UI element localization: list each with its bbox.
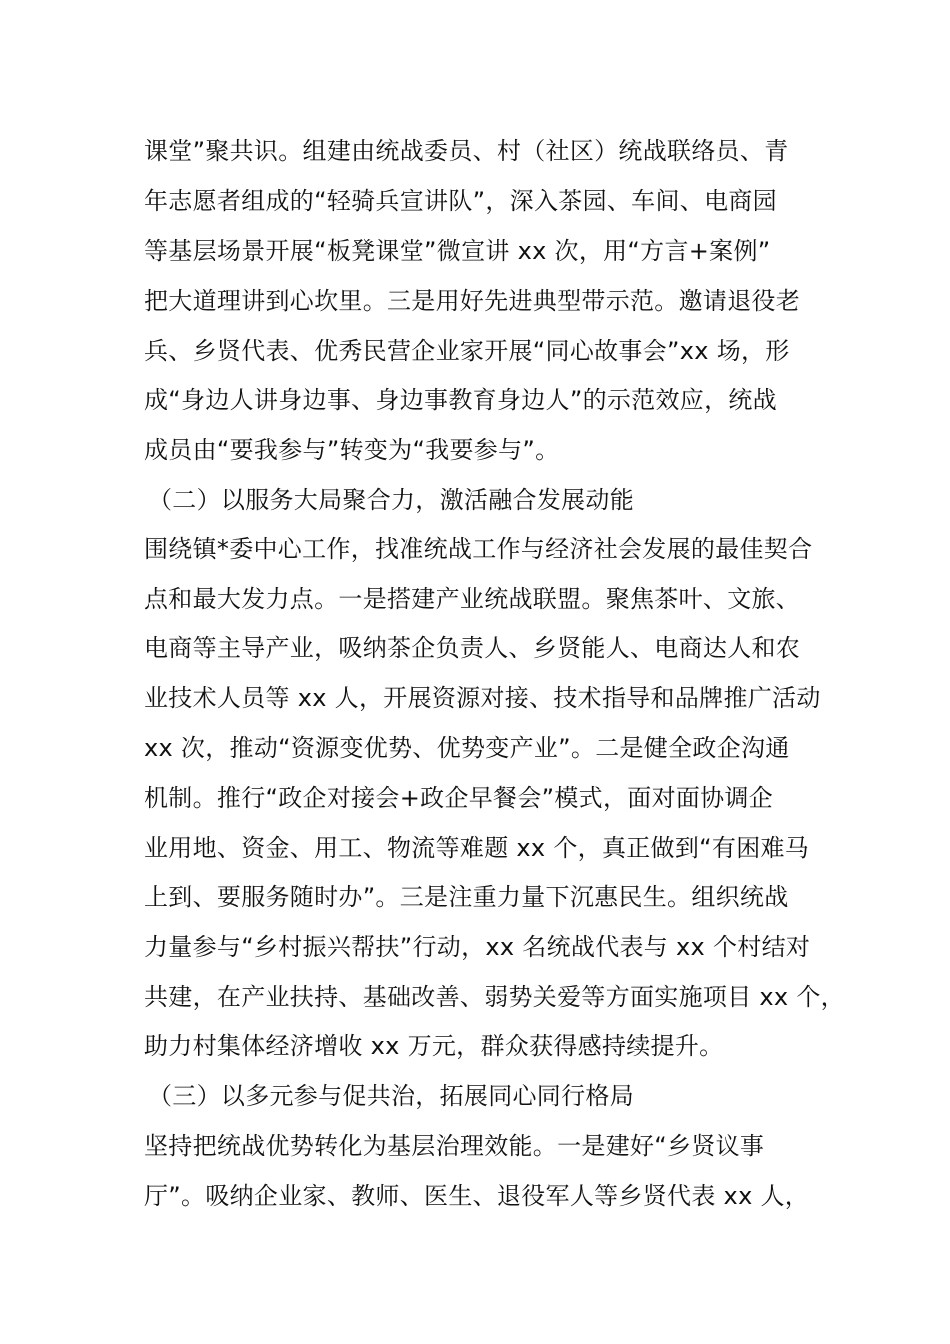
- section-heading-3: （三）以多元参与促共治，拓展同心同行格局: [148, 1082, 634, 1110]
- paragraph-line: 成员由“要我参与”转变为“我要参与”。: [144, 436, 560, 464]
- paragraph-line: 年志愿者组成的“轻骑兵宣讲队”，深入茶园、车间、电商园: [144, 187, 777, 215]
- paragraph-line: 成“身边人讲身边事、身边事教育身边人”的示范效应，统战: [144, 386, 777, 414]
- section-heading-2: （二）以服务大局聚合力，激活融合发展动能: [148, 486, 634, 514]
- paragraph-line: 上到、要服务随时办”。三是注重力量下沉惠民生。组织统战: [144, 883, 789, 911]
- paragraph-line: 等基层场景开展“板凳课堂”微宣讲 xx 次，用“方言+案例”: [144, 237, 771, 265]
- paragraph-line: 点和最大发力点。一是搭建产业统战联盟。聚焦茶叶、文旅、: [144, 585, 801, 613]
- paragraph-line: 把大道理讲到心坎里。三是用好先进典型带示范。邀请退役老: [144, 287, 801, 315]
- paragraph-line: 围绕镇*委中心工作，找准统战工作与经济社会发展的最佳契合: [144, 535, 813, 563]
- paragraph-line: 厅”。吸纳企业家、教师、医生、退役军人等乡贤代表 xx 人，: [144, 1182, 810, 1210]
- paragraph-line: 力量参与“乡村振兴帮扶”行动，xx 名统战代表与 xx 个村结对: [144, 933, 811, 961]
- paragraph-line: 助力村集体经济增收 xx 万元，群众获得感持续提升。: [144, 1032, 724, 1060]
- paragraph-line: 电商等主导产业，吸纳茶企负责人、乡贤能人、电商达人和农: [144, 634, 801, 662]
- paragraph-line: 业用地、资金、用工、物流等难题 xx 个，真正做到“有困难马: [144, 834, 810, 862]
- paragraph-line: 机制。推行“政企对接会+政企早餐会”模式，面对面协调企: [144, 784, 774, 812]
- paragraph-line: 坚持把统战优势转化为基层治理效能。一是建好“乡贤议事: [144, 1132, 765, 1160]
- paragraph-line: 课堂”聚共识。组建由统战委员、村（社区）统战联络员、青: [144, 137, 789, 165]
- paragraph-line: xx 次，推动“资源变优势、优势变产业”。二是健全政企沟通: [144, 734, 790, 762]
- paragraph-line: 业技术人员等 xx 人，开展资源对接、技术指导和品牌推广活动: [144, 684, 821, 712]
- paragraph-line: 兵、乡贤代表、优秀民营企业家开展“同心故事会”xx 场，形: [144, 337, 790, 365]
- paragraph-line: 共建，在产业扶持、基础改善、弱势关爱等方面实施项目 xx 个，: [144, 983, 845, 1011]
